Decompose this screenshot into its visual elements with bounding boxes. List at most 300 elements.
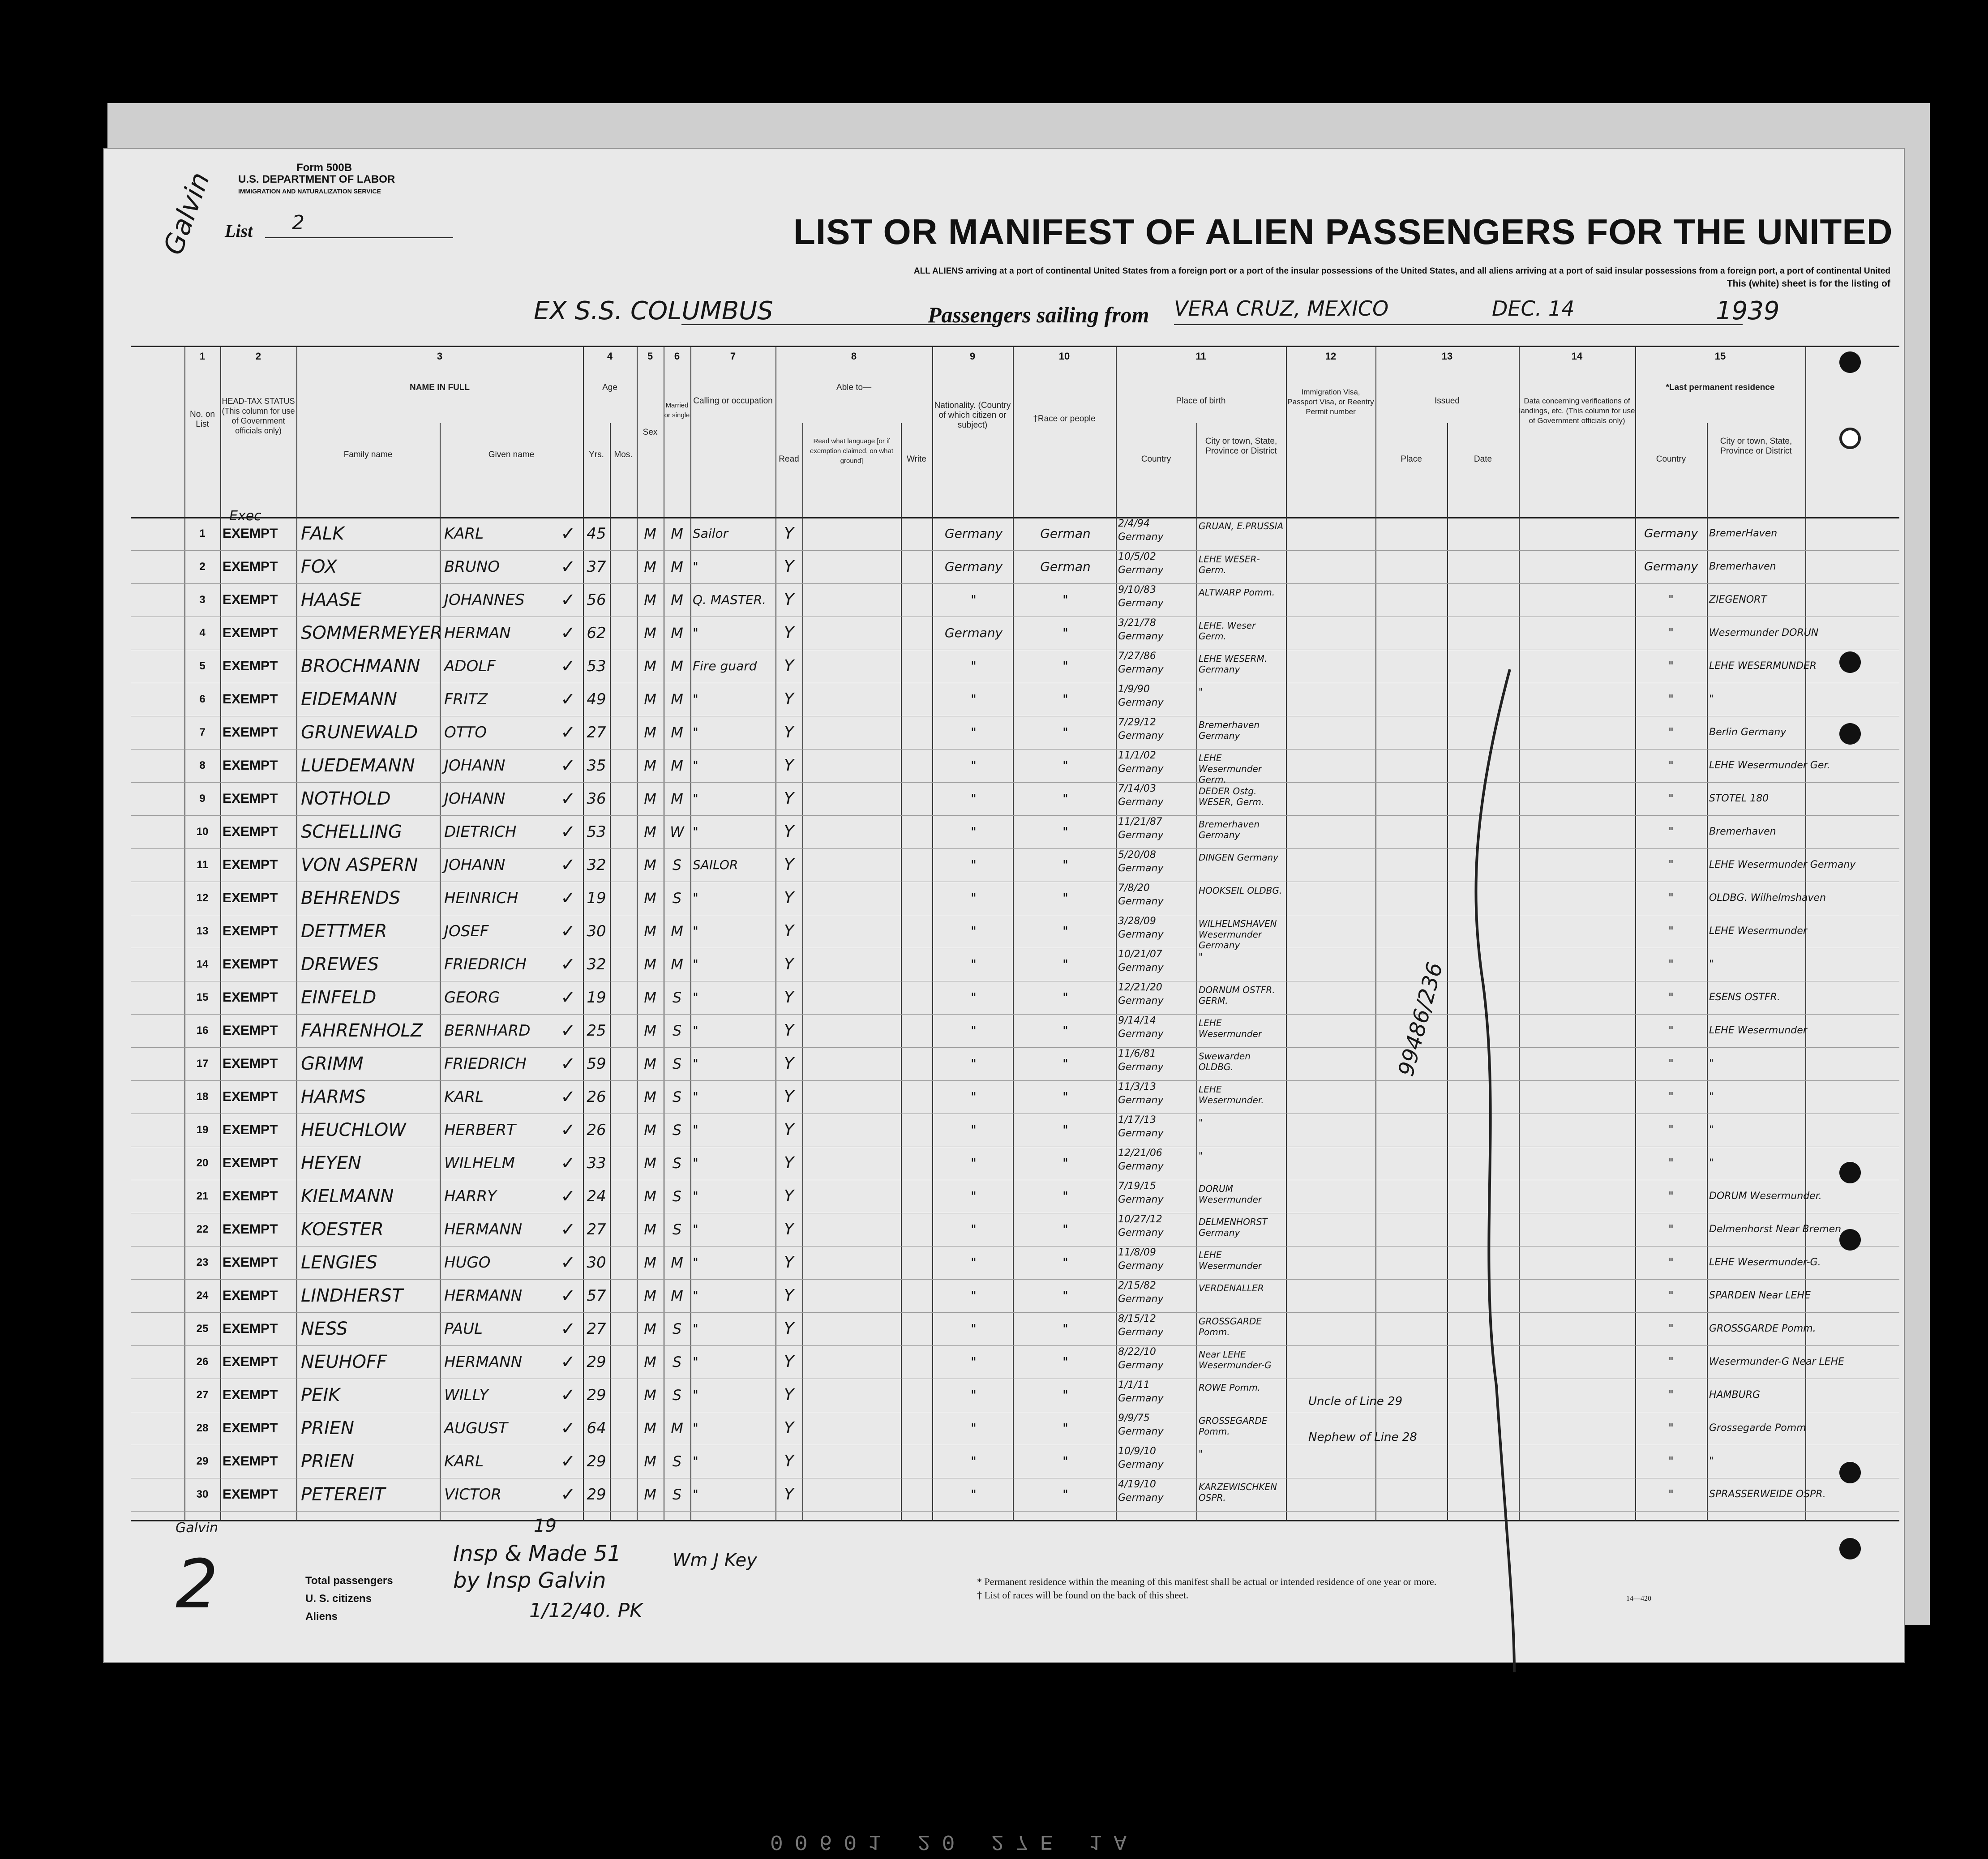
cell-family: HEUCHLOW: [301, 1120, 406, 1140]
cell-rcity: LEHE Wesermunder Ger.: [1709, 760, 1830, 771]
cell-birth: [1118, 1412, 1196, 1445]
cell-rcity: Wesermunder-G Near LEHE: [1709, 1356, 1845, 1367]
birth-country: Germany: [1118, 863, 1164, 874]
cell-sex: M: [644, 857, 656, 874]
cell-no: 30: [196, 1488, 209, 1500]
check-mark-icon: ✓: [561, 1484, 576, 1505]
cell-birth-city: ROWE Pomm.: [1199, 1382, 1261, 1393]
table-row: [131, 1147, 1899, 1180]
cell-family: EINFELD: [301, 987, 377, 1008]
col-num-12: 12: [1325, 351, 1337, 362]
cell-family: KOESTER: [301, 1219, 384, 1240]
manifest-table: [131, 346, 1899, 1536]
cell-ms: M: [671, 658, 683, 675]
birth-date: 4/19/10: [1118, 1479, 1156, 1490]
cell-rcity: Wesermunder DORUN: [1709, 627, 1819, 638]
cell-family: LINDHERST: [301, 1285, 403, 1306]
cell-ms: M: [671, 1420, 683, 1437]
cell-sex: M: [644, 956, 656, 973]
cell-occ: SAILOR: [693, 857, 738, 872]
cell-birth-city: GROSSEGARDE Pomm.: [1199, 1415, 1268, 1437]
birth-date: 1/1/11: [1118, 1379, 1150, 1391]
cell-given: JOHANN: [444, 790, 506, 808]
birth-country: Germany: [1118, 1095, 1164, 1106]
cell-occ: ": [693, 1487, 698, 1502]
check-mark-icon: ✓: [561, 1020, 576, 1041]
service-name: IMMIGRATION AND NATURALIZATION SERVICE: [238, 188, 381, 195]
cell-birth-city: LEHE Wesermunder: [1199, 1018, 1262, 1039]
cell-nat: ": [971, 659, 977, 673]
hdr-occupation: Calling or occupation: [693, 396, 773, 406]
cell-birth-city: WILHELMSHAVEN Wesermunder Germany: [1199, 918, 1277, 951]
cell-rcountry: ": [1668, 626, 1674, 640]
birth-date: 7/29/12: [1118, 717, 1156, 728]
cell-read: Y: [784, 723, 794, 741]
birth-date: 10/9/10: [1118, 1446, 1156, 1457]
cell-given: FRITZ: [444, 690, 488, 708]
cell-birth-city: DORNUM OSTFR. GERM.: [1199, 985, 1275, 1006]
cell-rcountry: ": [1668, 825, 1674, 839]
hdr-age-months: Mos.: [614, 450, 633, 459]
cell-birth: [1118, 1345, 1196, 1379]
birth-date: 9/10/83: [1118, 584, 1156, 595]
cell-occ: Q. MASTER.: [693, 592, 767, 607]
hdr-read-language: Read what language [or if exemption claimed, on what ground]: [810, 437, 893, 465]
cell-sex: M: [644, 558, 656, 575]
cell-read: Y: [784, 1386, 794, 1404]
cell-rcity: Berlin Germany: [1709, 727, 1787, 738]
cell-rcountry: ": [1668, 1223, 1674, 1236]
cell-nat: ": [971, 1156, 977, 1170]
cell-rcountry: ": [1668, 958, 1674, 971]
cell-given: VICTOR: [444, 1486, 502, 1503]
table-row: [131, 848, 1899, 882]
table-row: [131, 517, 1899, 551]
cell-occ: ": [693, 1222, 698, 1237]
birth-date: 5/20/08: [1118, 849, 1156, 861]
cell-rcity: HAMBURG: [1709, 1389, 1761, 1401]
cell-occ: ": [693, 692, 698, 707]
cell-age: 35: [587, 757, 606, 775]
cell-family: GRIMM: [301, 1054, 364, 1074]
cell-family: HARMS: [301, 1087, 366, 1107]
table-row: [131, 683, 1899, 716]
hdr-married-single: Married or single: [664, 402, 690, 419]
cell-given: KARL: [444, 1088, 484, 1106]
check-mark-icon: ✓: [561, 888, 576, 908]
cell-status: EXEMPT: [223, 1122, 278, 1137]
cell-nat: Germany: [944, 559, 1003, 574]
cell-family: FAHRENHOLZ: [301, 1020, 423, 1041]
cell-age: 32: [587, 955, 606, 973]
cell-rcity: LEHE Wesermunder-G.: [1709, 1257, 1821, 1268]
check-mark-icon: ✓: [561, 1352, 576, 1372]
relation-note-29: Nephew of Line 28: [1308, 1431, 1417, 1444]
birth-date: 1/17/13: [1118, 1114, 1156, 1126]
cell-occ: ": [693, 891, 698, 905]
cell-sex: M: [644, 1354, 656, 1371]
birth-date: 11/1/02: [1118, 750, 1156, 761]
cell-birth-city: ": [1199, 1448, 1203, 1459]
cell-read: Y: [784, 1187, 794, 1205]
cell-nat: ": [971, 692, 977, 707]
cell-birth: [1118, 1379, 1196, 1412]
cell-read: Y: [784, 856, 794, 874]
cell-family: HAASE: [301, 590, 362, 610]
check-mark-icon: ✓: [561, 1219, 576, 1240]
table-row: [131, 1080, 1899, 1114]
cell-birth: [1118, 915, 1196, 948]
cell-no: 8: [199, 759, 206, 771]
birth-country: Germany: [1118, 1294, 1164, 1305]
birth-date: 7/19/15: [1118, 1181, 1156, 1192]
ship-name: EX S.S. COLUMBUS: [534, 296, 773, 326]
cell-occ: ": [693, 1421, 698, 1435]
cell-sex: M: [644, 1122, 656, 1139]
hdr-issued: Issued: [1435, 396, 1460, 406]
cell-age: 30: [587, 922, 606, 940]
cell-sex: M: [644, 691, 656, 708]
hdr-given-name: Given name: [488, 450, 535, 459]
cell-status: EXEMPT: [223, 1288, 278, 1303]
cell-family: HEYEN: [301, 1153, 361, 1174]
cell-given: DIETRICH: [444, 823, 517, 841]
cell-age: 25: [587, 1022, 606, 1040]
cell-race: ": [1063, 1122, 1068, 1137]
hdr-place-of-birth: Place of birth: [1176, 396, 1226, 406]
cell-read: Y: [784, 955, 794, 973]
hdr-residence-city: City or town, State, Province or District: [1720, 437, 1792, 456]
cell-birth-city: VERDENALLER: [1199, 1283, 1264, 1294]
birth-date: 1/9/90: [1118, 684, 1150, 695]
cell-race: ": [1063, 924, 1068, 938]
col-num-3: 3: [437, 351, 443, 362]
check-mark-icon: ✓: [561, 623, 576, 643]
cell-no: 21: [196, 1190, 209, 1202]
cell-rcity: BremerHaven: [1709, 528, 1778, 539]
cell-ms: S: [672, 890, 682, 907]
cell-read: Y: [784, 557, 794, 576]
table-row: [131, 915, 1899, 951]
cell-ms: S: [672, 857, 682, 874]
birth-country: Germany: [1118, 1393, 1164, 1404]
inspection-note-2: by Insp Galvin: [453, 1568, 606, 1593]
col-num-1: 1: [199, 351, 206, 362]
cell-no: 22: [196, 1223, 209, 1235]
form-code: 14—420: [1626, 1595, 1651, 1602]
cell-no: 11: [197, 859, 208, 871]
cell-nat: ": [971, 1288, 977, 1303]
birth-date: 10/21/07: [1118, 949, 1162, 960]
cell-birth: [1118, 1279, 1196, 1312]
cell-read: Y: [784, 822, 794, 841]
hdr-able-to: Able to—: [836, 383, 872, 392]
list-label: List: [225, 221, 253, 241]
binder-hole: [1839, 1538, 1861, 1559]
cell-birth: [1118, 1047, 1196, 1080]
hdr-family-name: Family name: [343, 450, 393, 459]
hdr-age: Age: [602, 383, 617, 392]
cell-birth: [1118, 1246, 1196, 1279]
cell-rcountry: ": [1668, 925, 1674, 938]
cell-status: EXEMPT: [223, 1354, 278, 1369]
cell-status: EXEMPT: [223, 625, 278, 640]
cell-occ: ": [693, 1321, 698, 1336]
table-row: [131, 716, 1899, 750]
cell-age: 24: [587, 1187, 606, 1205]
cell-occ: ": [693, 791, 698, 806]
cell-read: Y: [784, 1088, 794, 1106]
birth-country: Germany: [1118, 1426, 1164, 1437]
cell-family: SOMMERMEYER: [301, 623, 443, 643]
cell-nat: ": [971, 791, 977, 806]
cell-nat: Germany: [944, 526, 1003, 541]
cell-status: EXEMPT: [223, 1089, 278, 1104]
cell-age: 36: [587, 790, 606, 808]
cell-status: EXEMPT: [223, 592, 278, 607]
cell-rcountry: ": [1668, 1488, 1674, 1501]
cell-birth: [1118, 617, 1196, 650]
cell-race: ": [1063, 1388, 1068, 1402]
cell-ms: S: [672, 1354, 682, 1371]
cell-occ: ": [693, 1255, 698, 1270]
cell-birth-city: GROSSGARDE Pomm.: [1199, 1316, 1262, 1337]
cell-birth: [1118, 848, 1196, 882]
cell-occ: ": [693, 1388, 698, 1402]
cell-rcountry: ": [1668, 858, 1674, 872]
cell-ms: M: [671, 790, 683, 807]
cell-rcountry: ": [1668, 1455, 1674, 1468]
birth-country: Germany: [1118, 830, 1164, 841]
cell-family: NEUHOFF: [301, 1352, 387, 1372]
inspector-signature: Wm J Key: [673, 1550, 757, 1571]
birth-country: Germany: [1118, 995, 1164, 1007]
hdr-nationality: Nationality. (Country of which citizen or subject): [934, 401, 1011, 430]
birth-country: Germany: [1118, 1028, 1164, 1040]
sailing-year: 1939: [1716, 296, 1780, 326]
check-mark-icon: ✓: [561, 1285, 576, 1306]
cell-no: 18: [196, 1091, 209, 1103]
cell-birth: [1118, 749, 1196, 782]
cell-no: 1: [199, 527, 206, 540]
birth-country: Germany: [1118, 896, 1164, 907]
table-row: [131, 1345, 1899, 1379]
hdr-name-in-full: NAME IN FULL: [409, 383, 470, 392]
cell-ms: M: [671, 525, 683, 542]
cell-family: NOTHOLD: [301, 788, 391, 809]
cell-age: 27: [587, 1320, 606, 1338]
cell-read: Y: [784, 1021, 794, 1040]
cell-birth-city: LEHE WESER-Germ.: [1199, 554, 1260, 575]
check-mark-icon: ✓: [561, 822, 576, 842]
cell-family: NESS: [301, 1319, 348, 1339]
cell-age: 59: [587, 1055, 606, 1073]
cell-ms: S: [672, 1055, 682, 1072]
cell-given: FRIEDRICH: [444, 1055, 527, 1073]
col-num-8: 8: [851, 351, 857, 362]
cell-nat: ": [971, 924, 977, 938]
check-mark-icon: ✓: [561, 590, 576, 610]
cell-age: 49: [587, 690, 606, 708]
cell-sex: M: [644, 757, 656, 774]
cell-birth-city: ": [1199, 1117, 1203, 1128]
cell-birth: [1118, 1312, 1196, 1345]
cell-race: ": [1063, 1222, 1068, 1237]
cell-race: ": [1063, 1023, 1068, 1038]
cell-nat: ": [971, 1255, 977, 1270]
cell-given: GEORG: [444, 989, 500, 1007]
cell-ms: M: [671, 558, 683, 575]
birth-country: Germany: [1118, 1492, 1164, 1503]
birth-date: 7/27/86: [1118, 651, 1156, 662]
cell-nat: ": [971, 990, 977, 1005]
cell-sex: M: [644, 625, 656, 642]
cell-no: 29: [196, 1455, 209, 1467]
cell-family: BEHRENDS: [301, 888, 400, 908]
binder-hole: [1839, 1462, 1861, 1483]
cell-birth: [1118, 1213, 1196, 1246]
cell-nat: Germany: [944, 625, 1003, 640]
check-mark-icon: ✓: [561, 755, 576, 776]
hdr-visa-number: Immigration Visa, Passport Visa, or Reentry Permit number: [1287, 388, 1374, 416]
cell-no: 7: [199, 726, 206, 738]
cell-nat: ": [971, 891, 977, 905]
table-row: [131, 948, 1899, 981]
birth-date: 3/21/78: [1118, 617, 1156, 629]
cell-family: PETEREIT: [301, 1484, 386, 1505]
cell-occ: ": [693, 1089, 698, 1104]
cell-read: Y: [784, 1319, 794, 1338]
cell-sex: M: [644, 1287, 656, 1304]
cell-race: ": [1063, 957, 1068, 972]
cell-sex: M: [644, 1453, 656, 1470]
cell-nat: ": [971, 857, 977, 872]
list-underline: [265, 237, 453, 238]
cell-given: BERNHARD: [444, 1022, 531, 1040]
cell-birth-city: DEDER Ostg. WESER, Germ.: [1199, 786, 1264, 807]
cell-birth-city: LEHE WESERM. Germany: [1199, 653, 1268, 675]
cell-age: 62: [587, 624, 606, 642]
birth-country: Germany: [1118, 1327, 1164, 1338]
sailing-label: Passengers sailing from: [928, 302, 1149, 327]
cell-occ: ": [693, 725, 698, 740]
cell-race: ": [1063, 692, 1068, 707]
cell-family: LUEDEMANN: [301, 755, 415, 776]
cell-status: EXEMPT: [223, 1056, 278, 1071]
initials-mark: Galvin: [157, 168, 216, 259]
cell-status: EXEMPT: [223, 857, 278, 872]
cell-status: EXEMPT: [223, 659, 278, 673]
cell-sex: M: [644, 1022, 656, 1039]
sheet-mark: 2: [176, 1546, 219, 1623]
cell-ms: S: [672, 1188, 682, 1205]
cell-read: Y: [784, 1253, 794, 1272]
birth-date: 12/21/06: [1118, 1148, 1162, 1159]
cell-birth: [1118, 815, 1196, 848]
cell-rcity: DORUM Wesermunder.: [1709, 1191, 1822, 1202]
cell-status: EXEMPT: [223, 1023, 278, 1038]
cell-rcity: LEHE Wesermunder: [1709, 1025, 1807, 1036]
cell-birth: [1118, 981, 1196, 1014]
cell-sex: M: [644, 823, 656, 840]
cell-read: Y: [784, 1452, 794, 1470]
cell-rcity: LEHE WESERMUNDER: [1709, 660, 1817, 672]
row-1-mark: Exec: [229, 508, 261, 524]
birth-country: Germany: [1118, 697, 1164, 708]
birth-date: 7/14/03: [1118, 783, 1156, 794]
birth-date: 11/8/09: [1118, 1247, 1156, 1258]
cell-age: 19: [587, 989, 606, 1007]
birth-country: Germany: [1118, 929, 1164, 940]
cell-birth-city: Swewarden OLDBG.: [1199, 1051, 1251, 1072]
binder-hole: [1839, 1229, 1861, 1251]
cell-ms: M: [671, 591, 683, 608]
cell-ms: W: [670, 823, 684, 840]
cell-birth: [1118, 882, 1196, 915]
cell-race: German: [1040, 526, 1091, 541]
ditto-bracket-line: [1465, 669, 1519, 1672]
cell-occ: ": [693, 924, 698, 938]
cell-sex: M: [644, 790, 656, 807]
cell-given: HERBERT: [444, 1121, 516, 1139]
cell-sex: M: [644, 989, 656, 1006]
cell-birth-city: DELMENHORST Germany: [1199, 1216, 1268, 1238]
cell-nat: ": [971, 1056, 977, 1071]
cell-nat: ": [971, 1354, 977, 1369]
birth-date: 10/27/12: [1118, 1214, 1162, 1225]
cell-status: EXEMPT: [223, 758, 278, 773]
check-mark-icon: ✓: [561, 855, 576, 875]
cell-status: EXEMPT: [223, 1421, 278, 1435]
cell-rcountry: ": [1668, 693, 1674, 706]
cell-rcountry: Germany: [1644, 527, 1698, 540]
cell-occ: ": [693, 559, 698, 574]
cell-ms: S: [672, 1453, 682, 1470]
cell-race: ": [1063, 1487, 1068, 1502]
birth-date: 8/22/10: [1118, 1346, 1156, 1358]
cell-birth: [1118, 948, 1196, 981]
table-row: [131, 1445, 1899, 1478]
cell-given: JOHANN: [444, 757, 506, 775]
cell-status: EXEMPT: [223, 1189, 278, 1204]
birth-country: Germany: [1118, 565, 1164, 576]
cell-read: Y: [784, 657, 794, 675]
cell-family: KIELMANN: [301, 1186, 394, 1207]
cell-age: 29: [587, 1452, 606, 1470]
col-num-4: 4: [607, 351, 613, 362]
col-num-9: 9: [969, 351, 976, 362]
check-mark-icon: ✓: [561, 1252, 576, 1273]
cell-rcountry: ": [1668, 593, 1674, 607]
cell-birth-city: ALTWARP Pomm.: [1199, 587, 1275, 598]
birth-date: 9/14/14: [1118, 1015, 1156, 1026]
binder-hole: [1839, 1162, 1861, 1183]
col-num-14: 14: [1571, 351, 1583, 362]
col-num-11: 11: [1195, 351, 1206, 362]
cell-rcountry: ": [1668, 1057, 1674, 1071]
cell-rcity: ": [1709, 959, 1714, 970]
table-row: [131, 815, 1899, 849]
cell-race: ": [1063, 659, 1068, 673]
cell-status: EXEMPT: [223, 1454, 278, 1469]
cell-birth-city: LEHE Wesermunder Germ.: [1199, 753, 1262, 785]
cell-given: OTTO: [444, 724, 487, 741]
birth-date: 12/21/20: [1118, 982, 1162, 993]
table-row: [131, 1412, 1899, 1445]
cell-rcity: LEHE Wesermunder Germany: [1709, 859, 1856, 870]
cell-given: BRUNO: [444, 558, 500, 576]
cell-age: 30: [587, 1254, 606, 1272]
